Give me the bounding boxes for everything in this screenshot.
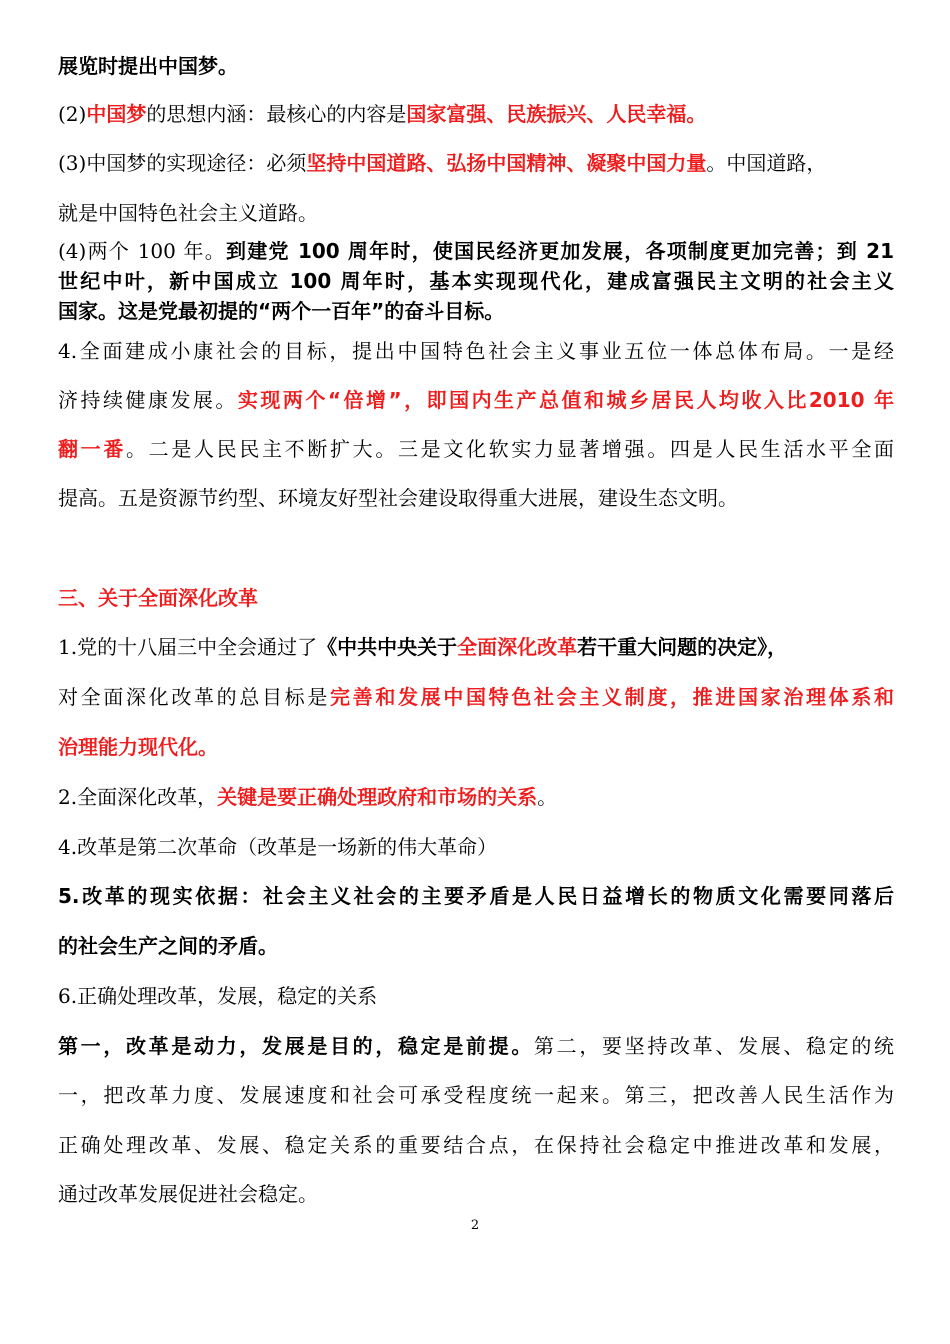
line-6: 世纪中叶，新中国成立 100 周年时，基本实现现代化，建成富强民主文明的社会主义 — [58, 269, 894, 293]
line-17: 4.改革是第二次革命（改革是一场新的伟大革命） — [58, 835, 498, 859]
section-heading: 三、关于全面深化改革 — [58, 586, 258, 610]
line-7: 国家。这是党最初提的“两个一百年”的奋斗目标。 — [58, 299, 505, 323]
line-23: 正确处理改革、发展、稳定关系的重要结合点，在保持社会稳定中推进改革和发展， — [58, 1133, 894, 1157]
line-5: (4)两个 100 年。到建党 100 周年时，使国民经济更加发展，各项制度更加完善；到 21 — [58, 239, 894, 263]
line-3: (3)中国梦的实现途径：必须坚持中国道路、弘扬中国精神、凝聚中国力量。中国道路， — [58, 151, 827, 175]
line-22: 一，把改革力度、发展速度和社会可承受程度统一起来。第三，把改善人民生活作为 — [58, 1083, 894, 1107]
line-16: 2.全面深化改革，关键是要正确处理政府和市场的关系。 — [58, 785, 558, 809]
line-11: 提高。五是资源节约型、环境友好型社会建设取得重大进展，建设生态文明。 — [58, 486, 738, 510]
line-21: 第一，改革是动力，发展是目的，稳定是前提。第二，要坚持改革、发展、稳定的统 — [58, 1034, 894, 1058]
line-13: 1.党的十八届三中全会通过了《中共中央关于全面深化改革若干重大问题的决定》， — [58, 635, 788, 659]
line-15: 治理能力现代化。 — [58, 735, 218, 759]
line-2: (2)中国梦的思想内涵：最核心的内容是国家富强、民族振兴、人民幸福。 — [58, 102, 707, 126]
line-9: 济持续健康发展。实现两个“倍增”，即国内生产总值和城乡居民人均收入比2010 年 — [58, 388, 894, 412]
line-18: 5.改革的现实依据：社会主义社会的主要矛盾是人民日益增长的物质文化需要同落后 — [58, 884, 894, 908]
line-10: 翻一番。二是人民民主不断扩大。三是文化软实力显著增强。四是人民生活水平全面 — [58, 437, 894, 461]
line-19: 的社会生产之间的矛盾。 — [58, 934, 278, 958]
page-number: 2 — [470, 1218, 480, 1233]
line-24: 通过改革发展促进社会稳定。 — [58, 1182, 318, 1206]
line-20: 6.正确处理改革，发展，稳定的关系 — [58, 984, 378, 1008]
line-14: 对全面深化改革的总目标是完善和发展中国特色社会主义制度，推进国家治理体系和 — [58, 685, 894, 709]
line-8: 4.全面建成小康社会的目标，提出中国特色社会主义事业五位一体总体布局。一是经 — [58, 339, 894, 363]
line-4: 就是中国特色社会主义道路。 — [58, 201, 318, 225]
line-1: 展览时提出中国梦。 — [58, 54, 238, 78]
